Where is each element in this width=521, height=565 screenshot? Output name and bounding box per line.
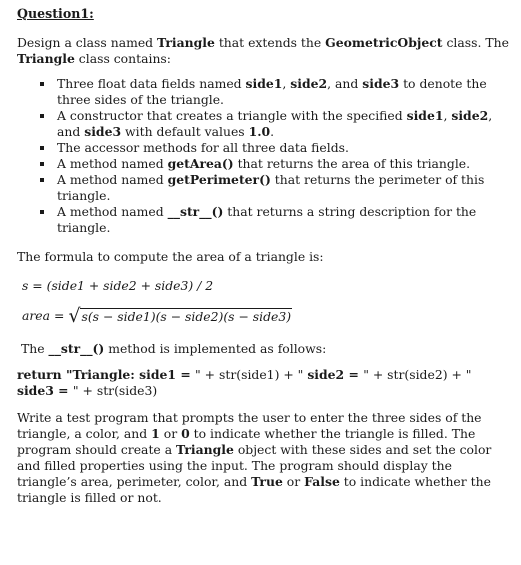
item-bold: getArea() [167,156,234,171]
test-text: or [282,474,305,489]
item-text: , and [327,76,363,91]
item-bold: side3 [362,76,400,91]
item-text: , [443,108,452,123]
formula-intro: The formula to compute the area of a triangle is: [17,249,324,264]
intro-text: that extends the [214,35,326,50]
intro-bold: Triangle [157,35,215,50]
test-text: or [159,426,182,441]
return-text: " + str(side1) + " [195,367,308,382]
return-bold: side2 = [307,367,364,382]
item-bold: 1.0 [248,124,271,139]
item-text: Three float data fields named [57,76,246,91]
list-item [40,76,511,108]
list-item [40,204,511,236]
square-root [68,307,292,325]
method-text: The [21,341,49,356]
intro-paragraph [17,35,511,67]
item-text: with default values [121,124,249,139]
list-item [40,108,511,140]
return-bold: side3 = [17,383,73,398]
intro-bold: Triangle [17,51,75,66]
item-bold: side2 [451,108,489,123]
test-text: to indicate whether the triangle is filled or not. [17,474,491,505]
item-bold: __str__() [167,204,224,219]
intro-bold: GeometricObject [325,35,443,50]
test-program-paragraph [17,410,511,506]
item-bold: side1 [406,108,444,123]
item-text: that returns the area of this triangle. [233,156,471,171]
test-bold: 1 [151,426,160,441]
list-item [40,140,511,156]
requirements-list [17,76,511,236]
intro-text: class contains: [74,51,171,66]
intro-text: Design a class named [17,35,158,50]
test-bold: True [251,474,283,489]
intro-text: class. The [442,35,509,50]
test-text: to indicate whether the triangle is filled. The program should create a [17,426,476,457]
item-text: , [282,76,291,91]
item-bold: side1 [245,76,283,91]
test-bold: False [304,474,340,489]
item-bold: side3 [84,124,122,139]
item-text: The accessor methods for all three data fields. [57,140,349,155]
item-text: that returns the perimeter of this triangle. [57,172,485,203]
item-text: A constructor that creates a triangle with the specified [57,108,407,123]
list-item [40,156,511,172]
return-bold: return "Triangle: side1 = [17,367,196,382]
str-method-paragraph [21,341,511,357]
method-text: method is implemented as follows: [104,341,327,356]
item-text: A method named [57,204,168,219]
item-text: that returns a string description for the triangle. [57,204,477,235]
item-text: to denote the three sides of the triangle. [57,76,487,107]
list-item [40,172,511,204]
item-text: A method named [57,172,168,187]
item-text: . [270,124,275,139]
return-text: " + str(side2) + " [363,367,472,382]
area-formula-lhs: area = [22,308,65,323]
semi-perimeter-formula: s = (side1 + side2 + side3) / 2 [22,278,214,293]
item-bold: side2 [290,76,328,91]
radical-sign-icon: √ [68,305,81,327]
method-bold: __str__() [48,341,105,356]
return-statement [17,367,511,399]
item-text: , and [57,108,493,139]
radicand: s(s − side1)(s − side2)(s − side3) [81,309,292,324]
return-text: " + str(side3) [72,383,158,398]
test-bold: Triangle [176,442,234,457]
test-text: object with these sides and set the color and filled properties using the input. The program should display the triangle’s area, perimeter, color, and [17,442,492,489]
test-text: Write a test program that prompts the user to enter the three sides of the triangle, a color, and [17,410,482,441]
test-bold: 0 [181,426,190,441]
area-formula [22,307,511,325]
item-text: A method named [57,156,168,171]
item-bold: getPerimeter() [167,172,271,187]
question-title: Question1: [17,6,94,21]
